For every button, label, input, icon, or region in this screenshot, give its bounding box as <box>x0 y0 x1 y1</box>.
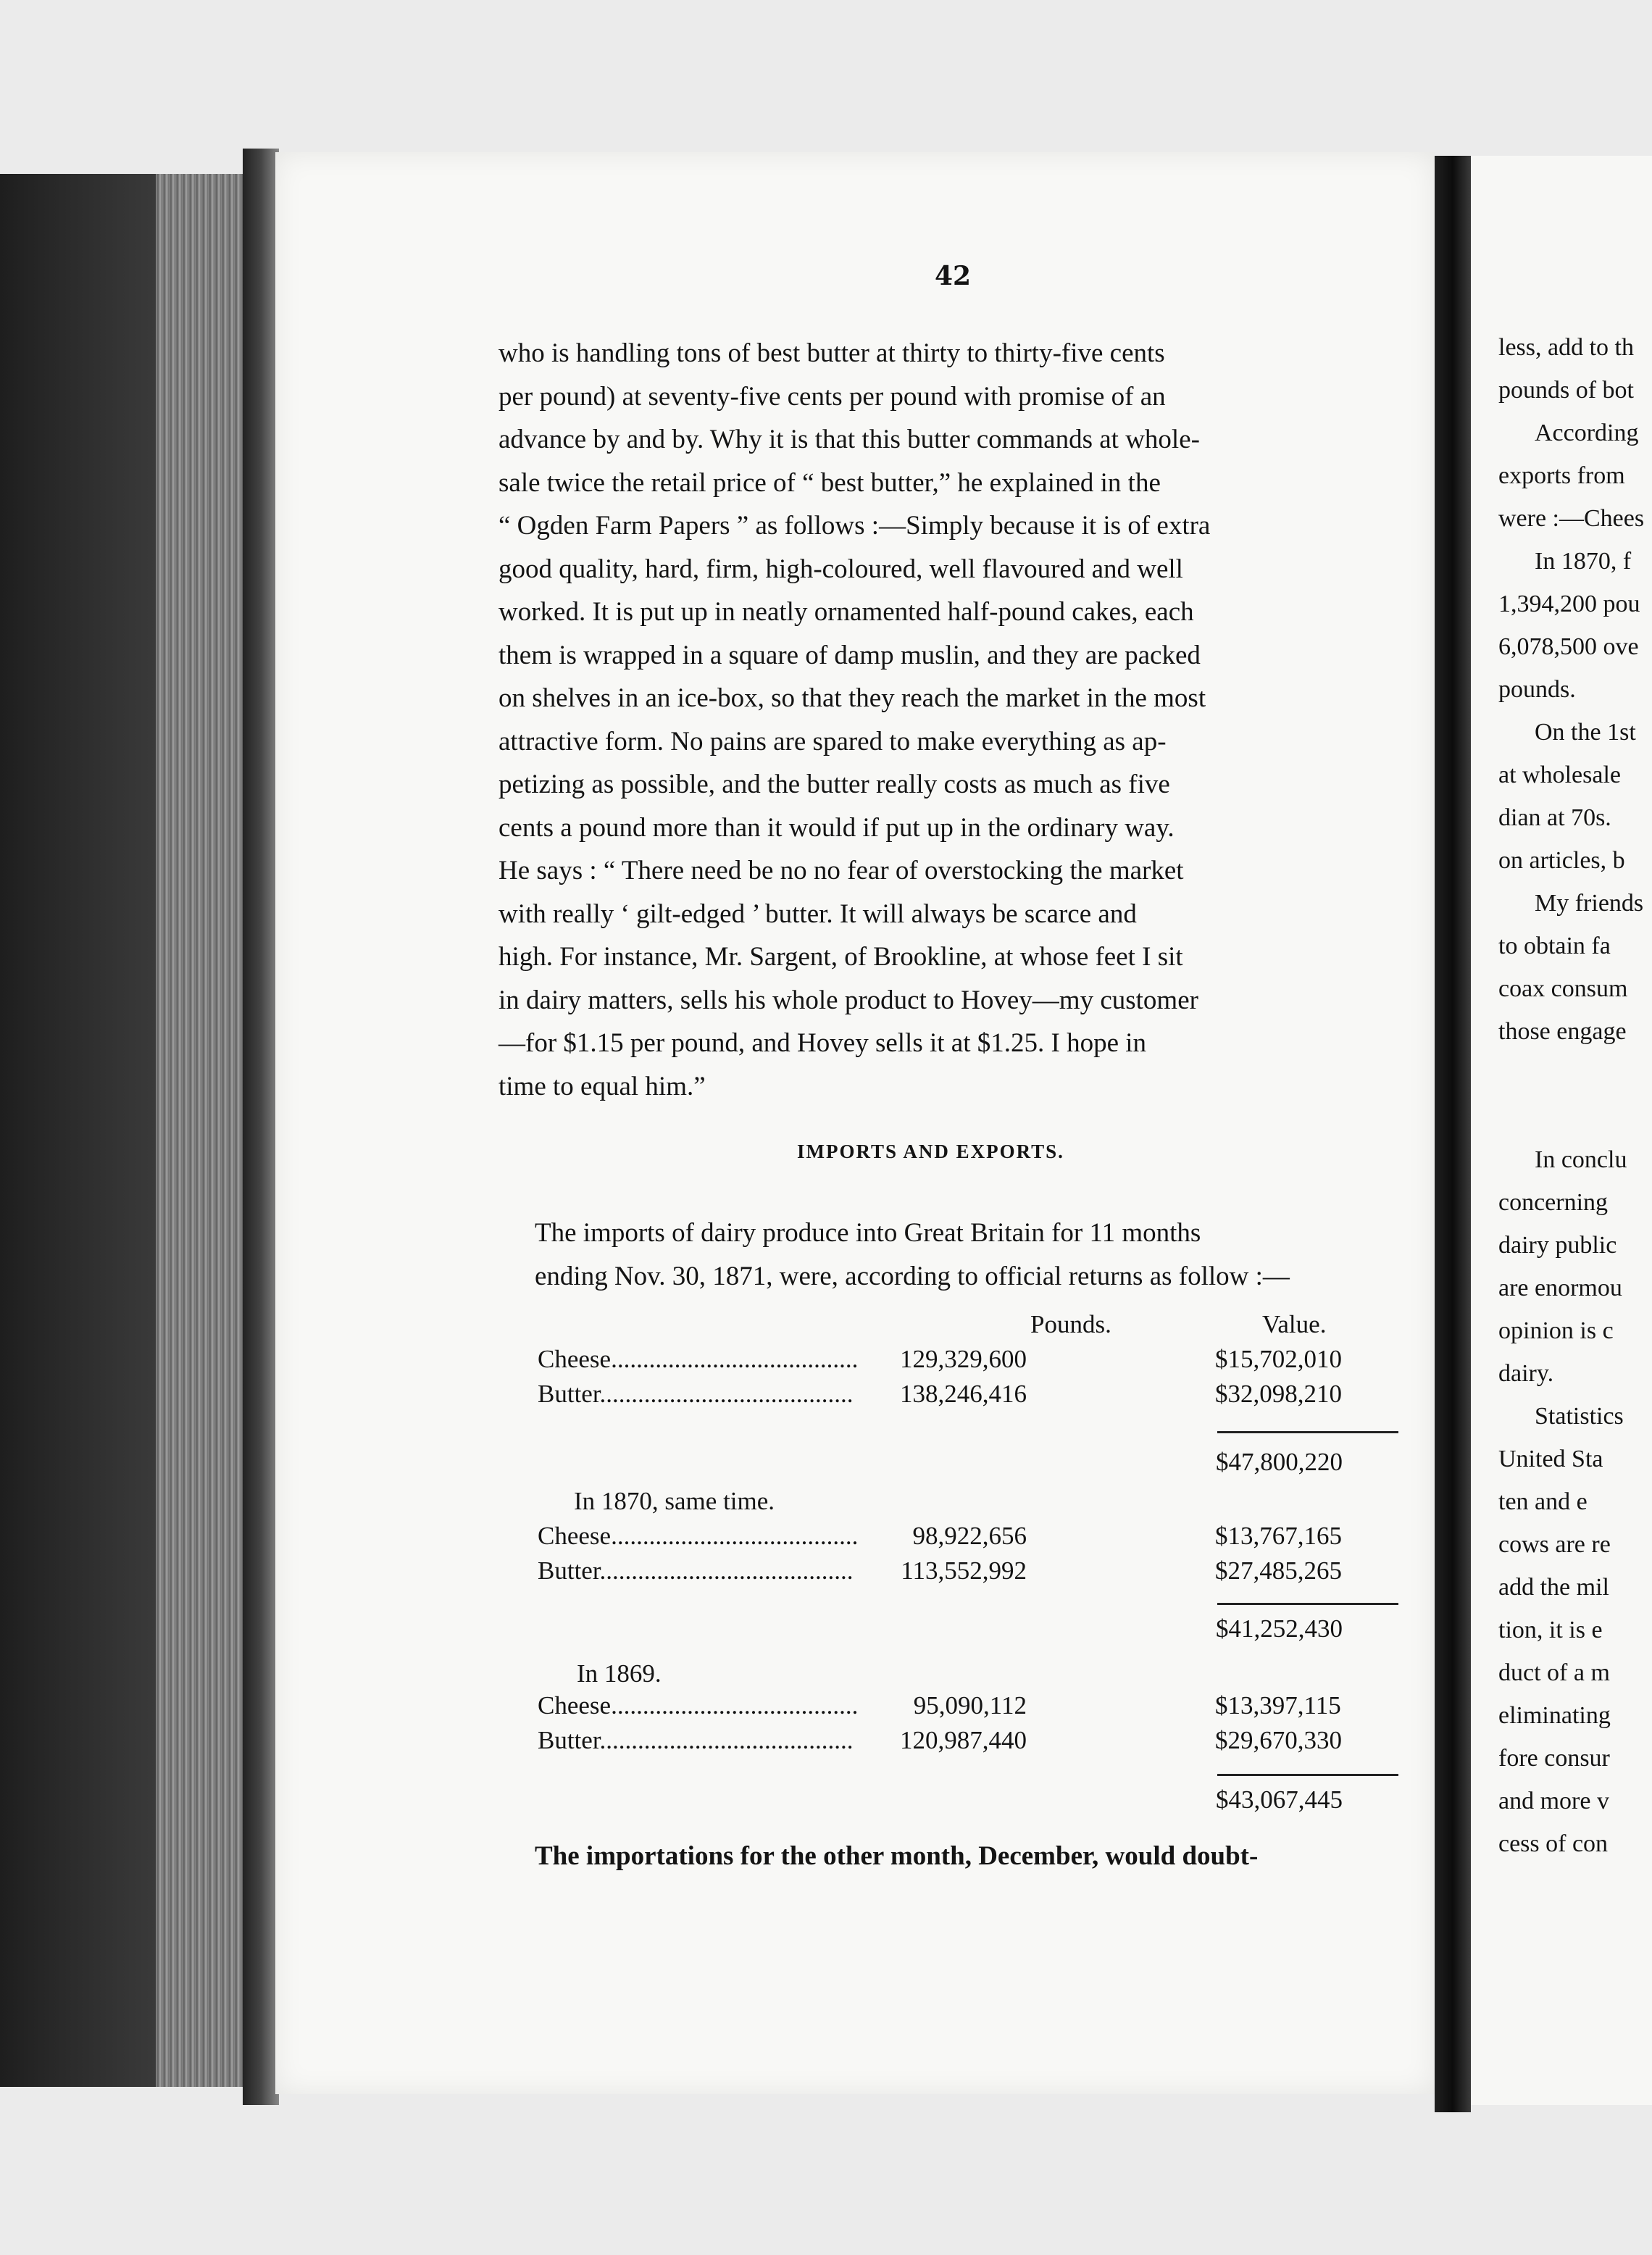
text-line: were :—Chees <box>1498 505 1645 532</box>
text-line: exports from <box>1498 462 1625 489</box>
body-paragraph <box>498 332 1388 1108</box>
text-line: ending Nov. 30, 1871, were, according to official returns as follow :— <box>535 1262 1290 1291</box>
text-line: are enormou <box>1498 1275 1622 1301</box>
book-spine <box>1435 156 1471 2112</box>
text-line: pounds of bot <box>1498 377 1634 404</box>
book-cover-edge <box>0 174 156 2087</box>
text-line: Statistics <box>1535 1403 1624 1430</box>
text-line: My friends <box>1535 890 1644 917</box>
text-line <box>1498 1053 1652 1096</box>
value-cell: $13,767,165 <box>1215 1522 1342 1550</box>
text-line: cents a pound more than it would if put up in the ordinary way. <box>498 812 1175 843</box>
gutter-shadow <box>243 149 279 2105</box>
text-line: According <box>1535 420 1639 446</box>
text-line: them is wrapped in a square of damp muslin, and they are packed <box>498 640 1201 670</box>
text-line: high. For instance, Mr. Sargent, of Brookline, at whose feet I sit <box>498 942 1183 972</box>
value-cell: $29,670,330 <box>1215 1726 1342 1754</box>
text-line: 6,078,500 ove <box>1498 633 1639 660</box>
text-line: The imports of dairy produce into Great Britain for 11 months <box>535 1218 1201 1248</box>
total-1870: $41,252,430 <box>1216 1614 1343 1643</box>
row-label: Butter........................................ <box>538 1726 854 1754</box>
text-line: United Sta <box>1498 1446 1603 1472</box>
closing-line: The importations for the other month, December, would doubt- <box>535 1841 1259 1871</box>
text-line: In 1870, f <box>1535 548 1632 575</box>
text-line: coax consum <box>1498 975 1628 1002</box>
column-header-pounds: Pounds. <box>1030 1310 1111 1338</box>
pounds-cell: 113,552,992 <box>901 1556 1027 1585</box>
facing-page-text <box>1498 326 1652 1865</box>
text-line: attractive form. No pains are spared to make everything as ap- <box>498 726 1167 756</box>
value-cell: $27,485,265 <box>1215 1556 1342 1585</box>
text-line: to obtain fa <box>1498 933 1611 959</box>
text-line: In conclu <box>1535 1146 1627 1173</box>
pounds-cell: 138,246,416 <box>900 1380 1027 1408</box>
text-line: time to equal him.” <box>498 1071 706 1101</box>
text-line: fore consur <box>1498 1745 1610 1772</box>
text-line: —for $1.15 per pound, and Hovey sells it at $1.25. I hope in <box>498 1028 1147 1058</box>
text-line: dairy. <box>1498 1360 1554 1387</box>
text-line: at wholesale <box>1498 762 1621 788</box>
text-line: add the mil <box>1498 1574 1609 1601</box>
pounds-cell: 95,090,112 <box>913 1691 1027 1720</box>
value-cell: $15,702,010 <box>1215 1345 1342 1373</box>
row-label: Butter........................................ <box>538 1556 854 1585</box>
text-line: cess of con <box>1498 1830 1609 1857</box>
row-label: Cheese....................................... <box>538 1345 859 1373</box>
text-line: tion, it is e <box>1498 1617 1603 1643</box>
year-heading-1870: In 1870, same time. <box>574 1487 775 1515</box>
text-line: worked. It is put up in neatly ornamented half-pound cakes, each <box>498 597 1194 627</box>
pounds-cell: 98,922,656 <box>912 1522 1027 1550</box>
text-line: duct of a m <box>1498 1659 1610 1686</box>
column-header-value: Value. <box>1262 1310 1327 1338</box>
text-line: cows are re <box>1498 1531 1611 1558</box>
text-line: good quality, hard, firm, high-coloured, well flavoured and well <box>498 554 1183 584</box>
text-line <box>1498 1096 1652 1138</box>
sum-rule <box>1217 1774 1398 1776</box>
text-line: concerning <box>1498 1189 1609 1216</box>
pounds-cell: 129,329,600 <box>900 1345 1027 1373</box>
text-line: petizing as possible, and the butter really costs as much as five <box>498 770 1170 799</box>
section-heading: IMPORTS AND EXPORTS. <box>797 1141 1064 1162</box>
text-line: dian at 70s. <box>1498 804 1611 831</box>
text-line: pounds. <box>1498 676 1576 703</box>
sum-rule <box>1217 1431 1398 1433</box>
text-line: eliminating <box>1498 1702 1611 1729</box>
imports-table-1870 <box>538 1522 1393 1594</box>
text-line: and more v <box>1498 1788 1609 1814</box>
text-line: who is handling tons of best butter at thirty to thirty-five cents <box>498 338 1165 368</box>
row-label: Cheese....................................... <box>538 1522 859 1550</box>
text-line: advance by and by. Why it is that this butter commands at whole- <box>498 425 1200 454</box>
text-line: those engage <box>1498 1018 1627 1045</box>
year-heading-1869: In 1869. <box>577 1659 662 1688</box>
text-line: dairy public <box>1498 1232 1617 1259</box>
text-line: He says : “ There need be no no fear of overstocking the market <box>498 856 1184 885</box>
text-line: sale twice the retail price of “ best butter,” he explained in the <box>498 467 1161 498</box>
text-line: opinion is c <box>1498 1317 1614 1344</box>
text-line: on articles, b <box>1498 847 1625 874</box>
value-cell: $32,098,210 <box>1215 1380 1342 1408</box>
imports-table-1871 <box>538 1310 1393 1412</box>
page-number: 42 <box>935 261 972 291</box>
text-line: On the 1st <box>1535 719 1636 746</box>
sum-rule <box>1217 1603 1398 1605</box>
text-line: 1,394,200 pou <box>1498 591 1640 617</box>
total-1869: $43,067,445 <box>1216 1785 1343 1814</box>
text-line: in dairy matters, sells his whole product to Hovey—my customer <box>498 985 1198 1015</box>
text-line: per pound) at seventy-five cents per pound with promise of an <box>498 381 1166 412</box>
text-line: less, add to th <box>1498 334 1634 361</box>
intro-paragraph <box>535 1212 1388 1299</box>
row-label: Butter........................................ <box>538 1380 854 1408</box>
value-cell: $13,397,115 <box>1215 1691 1341 1720</box>
pounds-cell: 120,987,440 <box>900 1726 1027 1754</box>
total-1871: $47,800,220 <box>1216 1448 1343 1476</box>
row-label: Cheese....................................... <box>538 1691 859 1720</box>
text-line: with really ‘ gilt-edged ’ butter. It will always be scarce and <box>498 899 1137 929</box>
text-line: “ Ogden Farm Papers ” as follows :—Simply because it is of extra <box>498 511 1211 541</box>
text-line: on shelves in an ice-box, so that they reach the market in the most <box>498 683 1206 713</box>
imports-table-1869 <box>538 1691 1393 1764</box>
text-line: ten and e <box>1498 1488 1588 1515</box>
